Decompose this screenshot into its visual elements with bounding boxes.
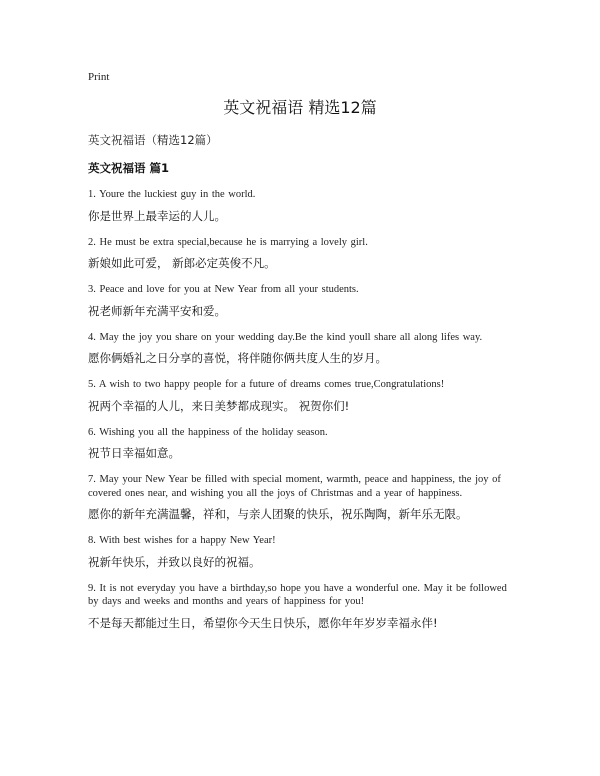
- blessing-item: [88, 283, 512, 319]
- blessing-item: [88, 236, 512, 272]
- chinese-text: 你是世界上最幸运的人儿。: [88, 208, 226, 223]
- blessing-item: [88, 534, 512, 570]
- blessing-item: [88, 426, 512, 462]
- chinese-text: 祝老师新年充满平安和爱。: [88, 303, 226, 318]
- english-text: 8. With best wishes for a happy New Year!: [88, 535, 276, 546]
- english-text: 9. It is not everyday you have a birthday,so hope you have a wonderful one. May it be followed by days and weeks and months and years of happiness for you!: [88, 582, 507, 607]
- chinese-text: 愿你俩婚礼之日分享的喜悦，将伴随你俩共度人生的岁月。: [88, 351, 387, 365]
- english-text: 6. Wishing you all the happiness of the holiday season.: [88, 426, 328, 438]
- english-text: 2. He must be extra special,because he is marrying a lovely girl.: [88, 236, 368, 248]
- chinese-text: 新娘如此可爱， 新郎必定英俊不凡。: [88, 256, 276, 270]
- blessing-item: [88, 582, 512, 631]
- english-text: 1. Youre the luckiest guy in the world.: [88, 189, 256, 200]
- document-subtitle: 英文祝福语（精选12篇）: [88, 133, 218, 147]
- section-heading: 英文祝福语 篇1: [88, 161, 170, 175]
- english-text: 5. A wish to two happy people for a future of dreams comes true,Congratulations!: [88, 379, 445, 390]
- print-label: Print: [88, 71, 110, 83]
- chinese-text: 祝两个幸福的人儿，来日美梦都成现实。 祝贺你们!: [88, 398, 350, 413]
- chinese-text: 祝新年快乐，并致以良好的祝福。: [88, 554, 261, 569]
- english-text: 3. Peace and love for you at New Year from all your students.: [88, 284, 359, 295]
- blessing-item: [88, 473, 512, 522]
- chinese-text: 祝节日幸福如意。: [88, 446, 180, 460]
- blessing-item: [88, 378, 512, 414]
- english-text: 4. May the joy you share on your wedding day.Be the kind youll share all along lifes way.: [88, 331, 483, 343]
- blessing-item: [88, 331, 512, 367]
- english-text: 7. May your New Year be filled with special moment, warmth, peace and happiness, the joy of covered ones near, and wishing you all the joys of Christmas and a year of happiness.: [88, 474, 501, 499]
- chinese-text: 愿你的新年充满温馨，祥和，与亲人团聚的快乐，祝乐陶陶，新年乐无限。: [88, 507, 468, 521]
- blessing-item: [88, 188, 512, 224]
- document-title: 英文祝福语 精选12篇: [223, 98, 377, 117]
- chinese-text: 不是每天都能过生日，希望你今天生日快乐，愿你年年岁岁幸福永伴!: [88, 615, 438, 630]
